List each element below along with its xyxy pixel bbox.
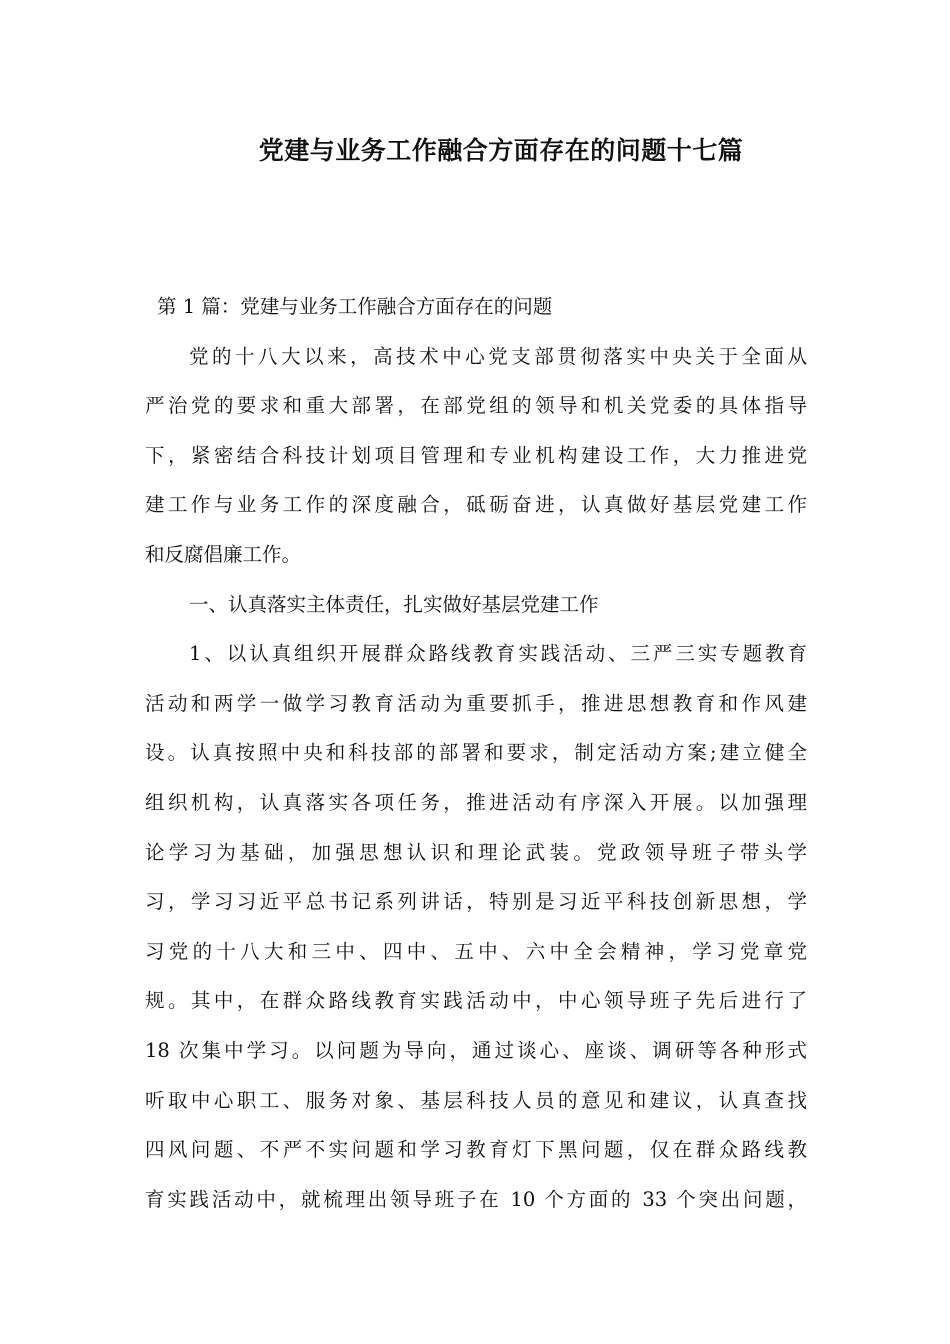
document-body — [145, 282, 807, 1224]
text-line: 和反腐倡廉工作。 — [145, 542, 302, 566]
text-line: 习党的十八大和三中、四中、五中、六中全会精神，学习党章党 — [145, 939, 807, 963]
text-line: 1、以认真组织开展群众路线教育实践活动、三严三实专题教育 — [189, 642, 807, 666]
section-heading: 第 1 篇：党建与业务工作融合方面存在的问题 — [157, 295, 553, 318]
text-line: 严治党的要求和重大部署，在部党组的领导和机关党委的具体指导 — [145, 394, 807, 418]
text-line: 建工作与业务工作的深度融合，砥砺奋进，认真做好基层党建工作 — [145, 493, 807, 517]
text-line: 下，紧密结合科技计划项目管理和专业机构建设工作，大力推进党 — [145, 443, 807, 467]
text-line: 四风问题、不严不实问题和学习教育灯下黑问题，仅在群众路线教 — [145, 1138, 807, 1162]
text-line: 育实践活动中，就梳理出领导班子在 10 个方面的 33 个突出问题， — [145, 1187, 807, 1211]
text-line: 听取中心职工、服务对象、基层科技人员的意见和建议，认真查找 — [145, 1088, 807, 1112]
text-line: 论学习为基础，加强思想认识和理论武装。党政领导班子带头学 — [145, 840, 807, 864]
text-line: 一、认真落实主体责任，扎实做好基层党建工作 — [189, 592, 599, 616]
text-line: 组织机构，认真落实各项任务，推进活动有序深入开展。以加强理 — [145, 790, 807, 814]
text-line: 规。其中，在群众路线教育实践活动中，中心领导班子先后进行了 — [145, 989, 807, 1013]
paragraph-lines — [145, 332, 807, 1225]
text-line: 活动和两学一做学习教育活动为重要抓手，推进思想教育和作风建 — [145, 691, 807, 715]
document-title: 党建与业务工作融合方面存在的问题十七篇 — [258, 136, 744, 165]
text-line: 党的十八大以来，高技术中心党支部贯彻落实中央关于全面从 — [189, 344, 807, 368]
text-line: 18 次集中学习。以问题为导向，通过谈心、座谈、调研等各种形式 — [145, 1038, 807, 1062]
text-line: 习，学习习近平总书记系列讲话，特别是习近平科技创新思想，学 — [145, 890, 807, 914]
text-line: 设。认真按照中央和科技部的部署和要求，制定活动方案;建立健全 — [145, 741, 807, 765]
